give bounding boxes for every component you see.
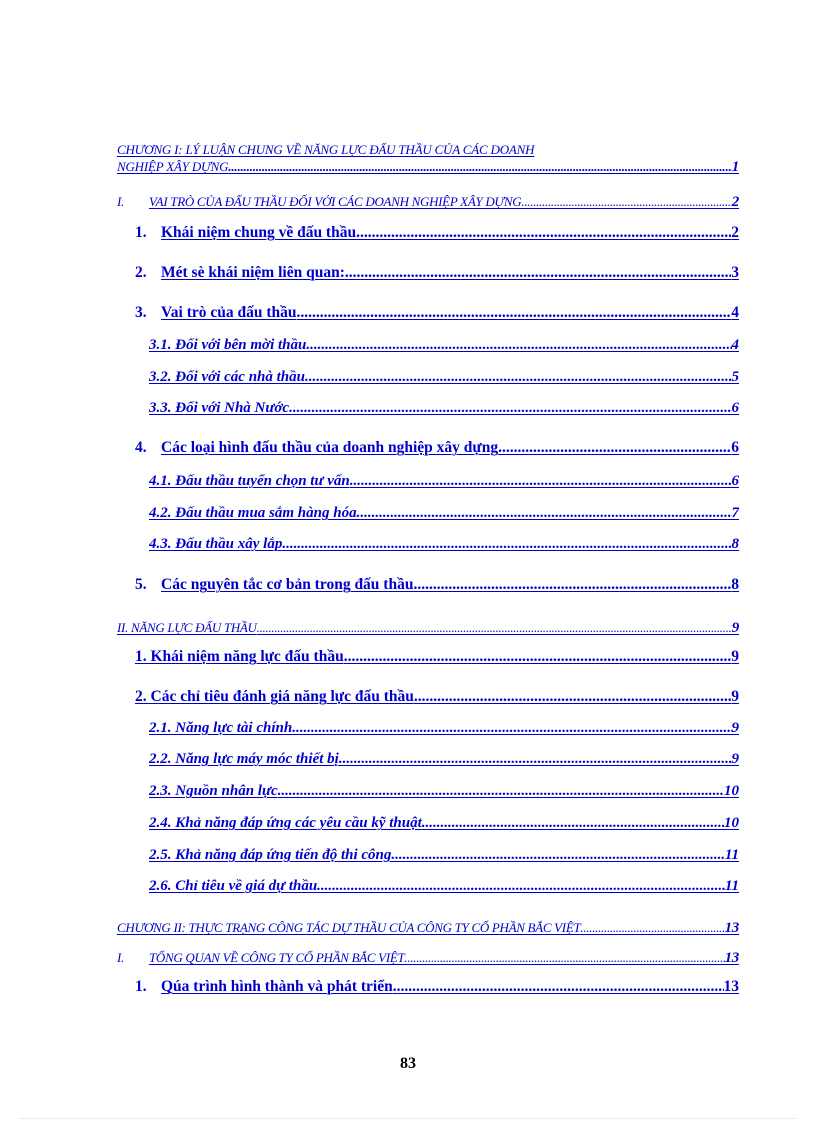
- toc-entry-4-2[interactable]: [149, 505, 739, 522]
- toc-page-number: 13: [723, 978, 739, 995]
- toc-entry-2-6[interactable]: [149, 878, 739, 895]
- toc-entry-number: I.: [117, 950, 124, 965]
- toc-entry-chapter-2-1[interactable]: [135, 978, 739, 996]
- toc-entry-5[interactable]: [135, 576, 739, 594]
- toc-entry-title: 2.1. Năng lực tài chính: [149, 720, 293, 736]
- toc-page-number: 6: [731, 439, 739, 456]
- toc-entry-ii-1[interactable]: [135, 648, 739, 666]
- leader-dots: [344, 648, 732, 666]
- toc-entry-title: TỔNG QUAN VỀ CÔNG TY CỔ PHẦN BẮC VIỆT: [149, 950, 405, 965]
- toc-page-number: 9: [731, 688, 739, 705]
- toc-entry-section-i[interactable]: [117, 194, 739, 211]
- toc-page-number: 8: [731, 576, 739, 593]
- toc-entry-2[interactable]: [135, 264, 739, 282]
- toc-page-number: 13: [724, 950, 739, 966]
- toc-entry-2-1[interactable]: [149, 720, 739, 737]
- toc-entry-title: 3.3. Đối với Nhà Nước.: [149, 400, 293, 416]
- toc-page-number: 11: [724, 878, 739, 894]
- toc-page-number: 9: [731, 751, 739, 767]
- leader-dots: [306, 337, 731, 354]
- toc-entry-title: Mét sè khái niệm liên quan:: [161, 264, 345, 281]
- toc-page-number: 9: [731, 648, 739, 665]
- leader-dots: [350, 473, 732, 490]
- toc-entry-title: 2.6. Chỉ tiêu về giá dự thầu: [149, 878, 318, 894]
- toc-entry-number: 1.: [135, 978, 147, 995]
- toc-page-number: 7: [731, 505, 739, 521]
- toc-page-number: 1: [731, 159, 739, 175]
- toc-entry-title-cont: NGHIỆP XÂY DỰNG: [117, 159, 229, 174]
- toc-entry-3-3[interactable]: [149, 400, 739, 417]
- toc-page-number: 9: [731, 720, 739, 736]
- toc-entry-3-1[interactable]: [149, 337, 739, 354]
- leader-dots: [393, 978, 724, 996]
- leader-dots: [391, 847, 724, 864]
- toc-entry-2-4[interactable]: [149, 815, 739, 832]
- toc-entry-chapter-1[interactable]: [117, 142, 739, 176]
- toc-entry-title: Các loại hình đấu thầu của doanh nghiệp xây dựng: [161, 439, 499, 456]
- toc-page-number: 9: [731, 620, 739, 636]
- toc-entry-number: 5.: [135, 576, 147, 593]
- toc-entry-chapter-2[interactable]: [117, 920, 739, 937]
- toc-page-number: 3: [731, 264, 739, 281]
- leader-dots: [282, 536, 731, 553]
- toc-entry-section-ii[interactable]: [117, 620, 739, 637]
- leader-dots: [345, 264, 731, 282]
- leader-dots: [498, 439, 731, 457]
- toc-entry-title: 3.2. Đối với các nhà thầu: [149, 369, 305, 385]
- toc-entry-title: 2. Các chỉ tiêu đánh giá năng lực đấu thầu: [135, 688, 414, 705]
- toc-entry-4-3[interactable]: [149, 536, 739, 553]
- toc-entry-2-3[interactable]: [149, 783, 739, 800]
- toc-entry-title: 4.1. Đấu thầu tuyển chọn tư vấn: [149, 473, 350, 489]
- toc-entry-title: 2.3. Nguồn nhân lực: [149, 783, 278, 799]
- toc-page-number: 4: [731, 304, 739, 321]
- toc-entry-number: 3.: [135, 304, 147, 321]
- toc-page-number: 2: [731, 194, 739, 210]
- toc-page-number: 6: [731, 473, 739, 489]
- toc-entry-number: 4.: [135, 439, 147, 456]
- leader-dots: [580, 920, 724, 936]
- toc-entry-title: VAI TRÒ CỦA ĐẤU THẦU ĐỐI VỚI CÁC DOANH NGHIỆP XÂY DỰNG: [149, 194, 522, 209]
- toc-entry-title: Qúa trình hình thành và phát triển: [161, 978, 393, 995]
- toc-entry-title: Các nguyên tắc cơ bản trong đấu thầu: [161, 576, 414, 593]
- toc-entry-title: 2.5. Khả năng đáp ứng tiến độ thi công: [149, 847, 392, 863]
- leader-dots: [339, 751, 732, 768]
- toc-entry-title: 4.3. Đấu thầu xây lắp: [149, 536, 283, 552]
- toc-entry-title: II. NĂNG LỰC ĐẤU THẦU: [117, 620, 257, 635]
- leader-dots: [278, 783, 724, 800]
- toc-page-number: 13: [724, 920, 739, 936]
- toc-entry-number: 1.: [135, 224, 147, 241]
- toc-page-number: 11: [724, 847, 739, 863]
- toc-entry-title: CHƯƠNG I: LÝ LUẬN CHUNG VỀ NĂNG LỰC ĐẤU THẦU CỦA CÁC DOANH: [117, 142, 535, 157]
- toc-entry-title: 3.1. Đối với bên mời thầu: [149, 337, 307, 353]
- toc-entry-title: 2.4. Khả năng đáp ứng các yêu cầu kỹ thuật: [149, 815, 422, 831]
- toc-entry-title: CHƯƠNG II: THỰC TRẠNG CÔNG TÁC DỰ THẦU CỦA CÔNG TY CỔ PHẦN BẮC VIỆT: [117, 920, 581, 935]
- leader-dots: [356, 224, 731, 242]
- leader-dots: [317, 878, 725, 895]
- toc-entry-3[interactable]: [135, 304, 739, 322]
- leader-dots: [521, 194, 731, 210]
- page-bottom-edge: [20, 1118, 796, 1119]
- toc-entry-title: 1. Khái niệm năng lực đấu thầu: [135, 648, 344, 665]
- toc-entry-4[interactable]: [135, 439, 739, 457]
- leader-dots: [257, 620, 732, 636]
- toc-entry-4-1[interactable]: [149, 473, 739, 490]
- toc-entry-title: 2.2. Năng lực máy móc thiết bị: [149, 751, 339, 767]
- page-number: 83: [400, 1055, 416, 1072]
- toc-entry-title: Vai trò của đấu thầu: [161, 304, 297, 321]
- toc-page-number: 6: [731, 400, 739, 416]
- toc-entry-1[interactable]: [135, 224, 739, 242]
- leader-dots: [414, 688, 731, 706]
- toc-entry-title: Khái niệm chung về đấu thầu: [161, 224, 357, 241]
- leader-dots: [404, 950, 724, 966]
- leader-dots: [297, 304, 732, 322]
- toc-page-number: 10: [724, 815, 739, 831]
- toc-entry-number: 2.: [135, 264, 147, 281]
- toc-entry-number: I.: [117, 194, 124, 209]
- toc-entry-2-2[interactable]: [149, 751, 739, 768]
- toc-page-number: 5: [731, 369, 739, 385]
- toc-page-number: 8: [731, 536, 739, 552]
- toc-page-number: 10: [724, 783, 739, 799]
- toc-entry-chapter-2-section-i[interactable]: [117, 950, 739, 967]
- toc-page-number: 2: [731, 224, 739, 241]
- toc-entry-ii-2[interactable]: [135, 688, 739, 706]
- leader-dots: [292, 720, 731, 737]
- leader-dots: [228, 159, 731, 175]
- leader-dots: [305, 369, 732, 386]
- toc-entry-3-2[interactable]: [149, 369, 739, 386]
- leader-dots: [413, 576, 731, 594]
- toc-entry-title: 4.2. Đấu thầu mua sắm hàng hóa.: [149, 505, 361, 521]
- leader-dots: [360, 505, 731, 522]
- leader-dots: [422, 815, 724, 832]
- toc-entry-2-5[interactable]: [149, 847, 739, 864]
- leader-dots: [293, 400, 732, 417]
- toc-page-number: 4: [731, 337, 739, 353]
